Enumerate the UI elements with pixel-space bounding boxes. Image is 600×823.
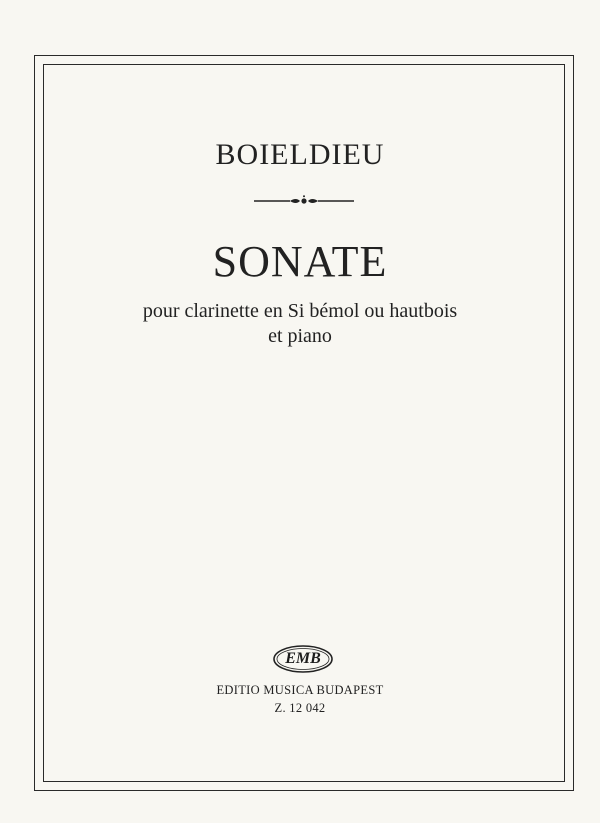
catalog-number: Z. 12 042 xyxy=(274,701,326,715)
work-title: SONATE xyxy=(212,237,388,286)
ornament-divider-icon xyxy=(252,193,356,209)
publisher-logo-text: EMB xyxy=(285,650,321,667)
publisher-name: EDITIO MUSICA BUDAPEST xyxy=(216,683,384,697)
instrumentation xyxy=(0,299,600,349)
composer-name: BOIELDIEU xyxy=(215,138,385,171)
instrumentation-line-1: pour clarinette en Si bémol ou hautbois xyxy=(142,300,458,322)
publisher-logo xyxy=(272,644,334,674)
instrumentation-line-2: et piano xyxy=(268,325,332,347)
